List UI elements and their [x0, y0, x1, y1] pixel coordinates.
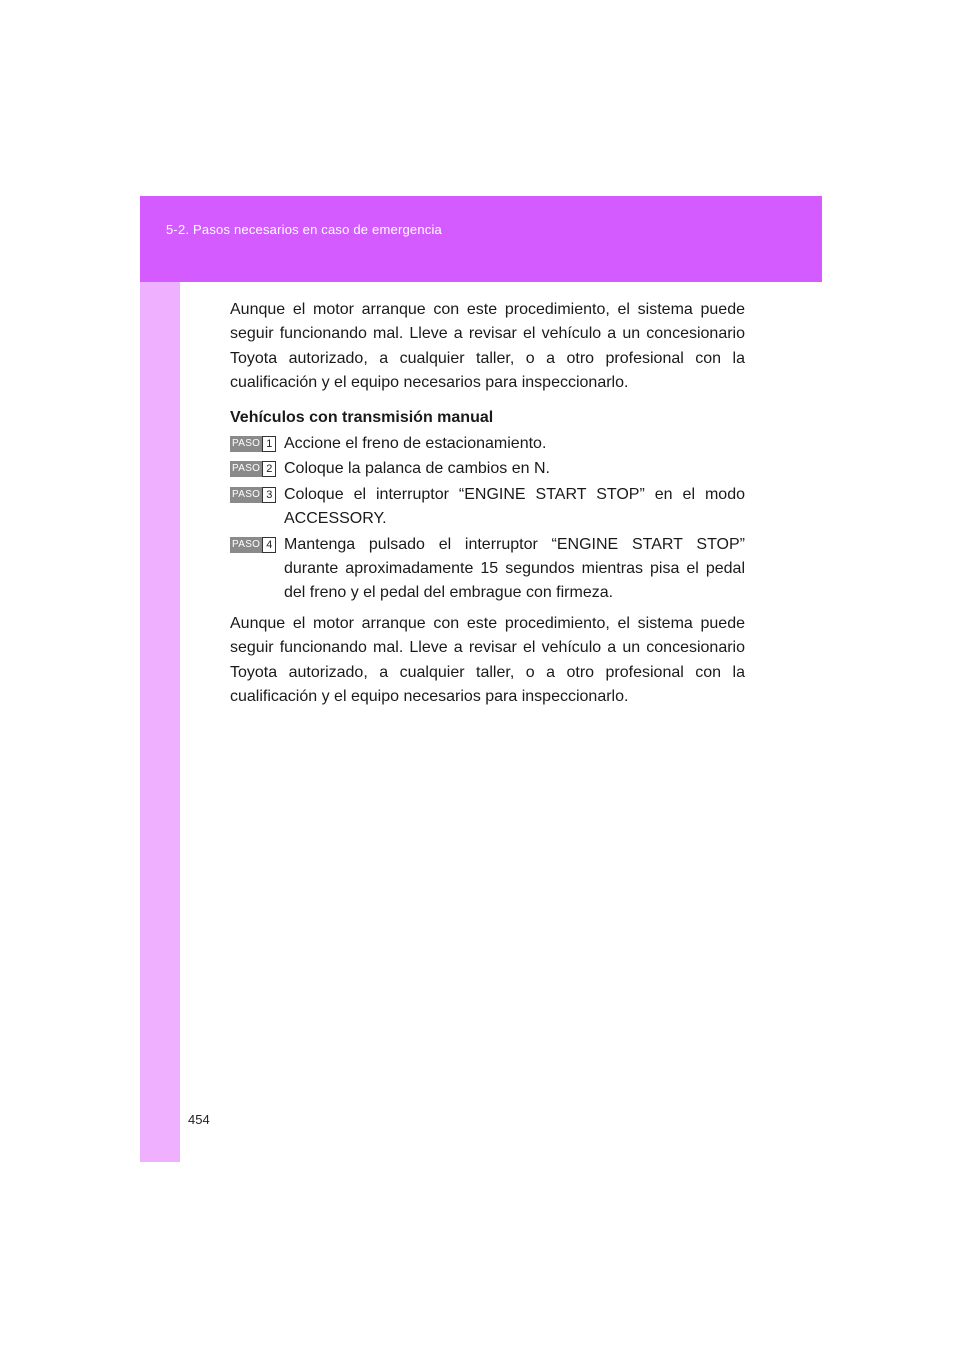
step-text: Coloque la palanca de cambios en N.: [284, 460, 550, 478]
intro-paragraph: Aunque el motor arranque con este procedimiento, el sistema puede seguir funcionando mal. Lleve a revisar el vehículo a un concesionario Toyota autorizado, a cualquier taller, o a otro profesional con la cualificación y el equipo necesarios para inspeccionarlo.: [230, 301, 745, 392]
step-3: [230, 483, 745, 532]
step-badge: [230, 487, 276, 503]
section-title: 5-2. Pasos necesarios en caso de emergencia: [166, 222, 442, 237]
step-badge-label: PASO: [230, 537, 262, 553]
step-badge: [230, 537, 276, 553]
step-1: [230, 432, 745, 456]
step-text: Mantenga pulsado el interruptor “ENGINE START STOP” durante aproximadamente 15 segundos mientras pisa el pedal del freno y el pedal del embrague con firmeza.: [284, 535, 745, 602]
step-text: Accione el freno de estacionamiento.: [284, 435, 547, 453]
step-badge-label: PASO: [230, 461, 262, 477]
step-badge-number: 4: [262, 537, 276, 553]
step-4: [230, 533, 745, 606]
step-badge: [230, 461, 276, 477]
step-text: Coloque el interruptor “ENGINE START STOP” en el modo ACCESSORY.: [284, 485, 745, 528]
side-margin-band: [140, 282, 180, 1162]
page-content: [230, 298, 745, 720]
step-badge-number: 1: [262, 436, 276, 452]
page-number: 454: [188, 1112, 210, 1127]
manual-transmission-heading: Vehículos con transmisión manual: [230, 408, 494, 426]
step-badge-label: PASO: [230, 436, 262, 452]
closing-paragraph: Aunque el motor arranque con este procedimiento, el sistema puede seguir funcionando mal. Lleve a revisar el vehículo a un concesionario Toyota autorizado, a cualquier taller, o a otro profesional con la cualificación y el equipo necesarios para inspeccionarlo.: [230, 614, 745, 706]
section-header-band: [140, 196, 822, 282]
step-badge-number: 2: [262, 461, 276, 477]
step-badge-number: 3: [262, 487, 276, 503]
step-2: [230, 457, 745, 481]
step-badge-label: PASO: [230, 487, 262, 503]
step-badge: [230, 436, 276, 452]
